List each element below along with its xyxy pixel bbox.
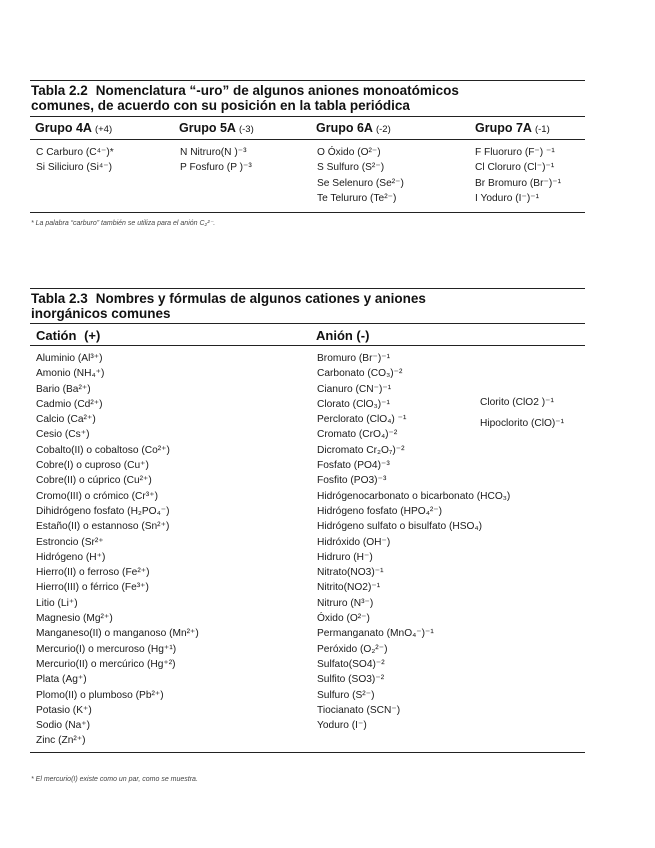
table-2-3-top-rule [30,288,585,289]
extra-anion-hipoclorito: Hipoclorito (ClO)⁻¹ [480,418,565,429]
table-row: Hidróxido (OH⁻) [317,536,391,548]
table-row: Sulfito (SO3)⁻² [317,674,385,686]
table-row: Hidruro (H⁻) [317,551,373,563]
header-group-4a-name: Grupo 4A [35,121,92,135]
table-row: Cromato (CrO₄)⁻² [317,429,398,441]
table-2-3-bottom-rule [30,752,585,753]
header-group-7a-ox: (-1) [534,124,550,135]
table-row: Sulfato(SO4)⁻² [317,658,385,670]
table-row: Estroncio (Sr²⁺ [36,536,104,548]
table-row: Nitruro (N³⁻) [317,597,374,609]
table-row: Amonio (NH₄⁺) [36,368,105,380]
table-row: Calcio (Ca²⁺) [36,414,96,426]
cation-column [36,351,199,749]
list-item: N Nitruro(N )⁻³ [180,147,247,158]
extra-anion-clorito: Clorito (ClO2 )⁻¹ [480,397,554,408]
table-row: Aluminio (Al³⁺) [36,353,103,364]
table-row: Perclorato (ClO₄) ⁻¹ [317,414,407,426]
header-group-6a [316,121,391,135]
table-row: Dihidrógeno fosfato (H₂PO₄⁻) [36,505,170,517]
list-item: Se Selenuro (Se²⁻) [317,177,404,189]
table-row: Peróxido (O₂²⁻) [317,643,388,655]
table-row: Bario (Ba²⁺) [36,383,91,395]
column-group-5a [180,145,252,176]
table-row: Cesio (Cs⁺) [36,429,90,441]
table-2-2-top-rule [30,80,585,81]
column-group-6a [317,145,404,206]
table-row: Estaño(II) o estannoso (Sn²⁺) [36,521,170,533]
header-group-4a-ox: (+4) [94,124,113,135]
table-row: Bromuro (Br⁻)⁻¹ [317,353,391,364]
table-2-2-header-rule [30,139,585,140]
table-row: Carbonato (CO₃)⁻² [317,368,403,380]
table-row: Hidrógeno sulfato o bisulfato (HSO₄) [317,521,482,533]
header-cation [36,328,100,343]
table-row: Plata (Ag⁺) [36,674,87,686]
list-item: Cl Cloruro (Cl⁻)⁻¹ [475,162,555,174]
column-group-7a [475,145,561,206]
list-item: C Carburo (C⁴⁻)* [36,147,114,158]
table-row: Zinc (Zn²⁺) [36,735,86,747]
table-row: Mercurio(I) o mercuroso (Hg⁺¹) [36,643,177,655]
table-2-3-label: Tabla 2.3 [31,291,88,306]
table-row: Cobalto(II) o cobaltoso (Co²⁺) [36,444,170,456]
table-row: Hierro(III) o férrico (Fe³⁺) [36,582,149,594]
table-2-3-title-line2: inorgánicos comunes [31,306,171,321]
table-row: Dicromato Cr₂O₇)⁻² [317,444,405,456]
table-row: Cobre(I) o cuproso (Cu⁺) [36,460,149,472]
header-group-6a-ox: (-2) [375,124,391,135]
table-row: Permanganato (MnO₄⁻)⁻¹ [317,628,434,640]
header-group-5a [179,121,254,135]
table-row: Litio (Li⁺) [36,597,78,609]
header-group-5a-ox: (-3) [238,124,254,135]
table-row: Óxido (O²⁻) [317,613,370,625]
table-2-2-title-line1: Nomenclatura “-uro” de algunos aniones monoatómicos [95,83,459,98]
column-group-4a [36,145,114,176]
table-row: Magnesio (Mg²⁺) [36,613,113,625]
list-item: Br Bromuro (Br⁻)⁻¹ [475,177,562,189]
table-2-2-title-line2: comunes, de acuerdo con su posición en la tabla periódica [31,98,410,113]
table-row: Plomo(II) o plumboso (Pb²⁺) [36,689,164,701]
table-2-3-footnote: * El mercurio(I) existe como un par, como se muestra. [31,776,198,783]
header-cation-label: Catión [36,328,77,343]
header-cation-sign: (+) [84,328,101,343]
list-item: F Fluoruro (F⁻) ⁻¹ [475,147,555,158]
table-row: Potasio (K⁺) [36,704,92,716]
table-2-3-title-line1: Nombres y fórmulas de algunos cationes y aniones [95,291,426,306]
anion-column [317,351,510,733]
table-2-2-title-rule [30,116,585,117]
table-row: Hidrógenocarbonato o bicarbonato (HCO₃) [317,490,511,502]
table-row: Cianuro (CN⁻)⁻¹ [317,383,392,395]
header-group-7a-name: Grupo 7A [475,121,532,135]
table-2-2-label: Tabla 2.2 [31,83,88,98]
header-group-5a-name: Grupo 5A [179,121,236,135]
table-row: Cadmio (Cd²⁺) [36,398,103,410]
table-row: Sulfuro (S²⁻) [317,689,375,701]
list-item: Te Telururo (Te²⁻) [317,192,397,204]
table-row: Yoduro (I⁻) [317,720,367,732]
header-group-6a-name: Grupo 6A [316,121,373,135]
header-group-4a [35,121,112,135]
table-row: Cobre(II) o cúprico (Cu²⁺) [36,475,152,487]
list-item: Si Siliciuro (Si⁴⁻) [36,162,112,174]
table-row: Hierro(II) o ferroso (Fe²⁺) [36,567,150,579]
table-row: Hidrógeno fosfato (HPO₄²⁻) [317,505,443,517]
table-row: Fosfato (PO4)⁻³ [317,460,390,472]
table-row: Clorato (ClO₃)⁻¹ [317,398,390,410]
table-row: Sodio (Na⁺) [36,720,91,732]
header-anion: Anión (-) [316,328,370,343]
list-item: I Yoduro (I⁻)⁻¹ [475,192,539,204]
table-2-2-bottom-rule [30,212,585,213]
table-row: Manganeso(II) o manganoso (Mn²⁺) [36,628,199,640]
list-item: S Sulfuro (S²⁻) [317,162,385,174]
table-row: Nitrito(NO2)⁻¹ [317,582,381,594]
table-row: Fosfito (PO3)⁻³ [317,475,387,487]
table-2-3-title-rule [30,323,585,324]
table-2-3-title [31,291,591,321]
table-row: Tiocianato (SCN⁻) [317,704,401,716]
table-row: Cromo(III) o crómico (Cr³⁺) [36,490,158,502]
table-2-3-header-rule [30,345,585,346]
list-item: O Óxido (O²⁻) [317,147,381,158]
table-2-2-title [31,83,591,113]
table-row: Hidrógeno (H⁺) [36,551,106,563]
table-row: Nitrato(NO3)⁻¹ [317,567,384,579]
list-item: P Fosfuro (P )⁻³ [180,162,252,174]
header-group-7a [475,121,550,135]
table-row: Mercurio(II) o mercúrico (Hg⁺²) [36,658,176,670]
table-2-2-footnote: * La palabra “carburo” también se utiliza para el anión C₂²⁻. [31,220,216,227]
